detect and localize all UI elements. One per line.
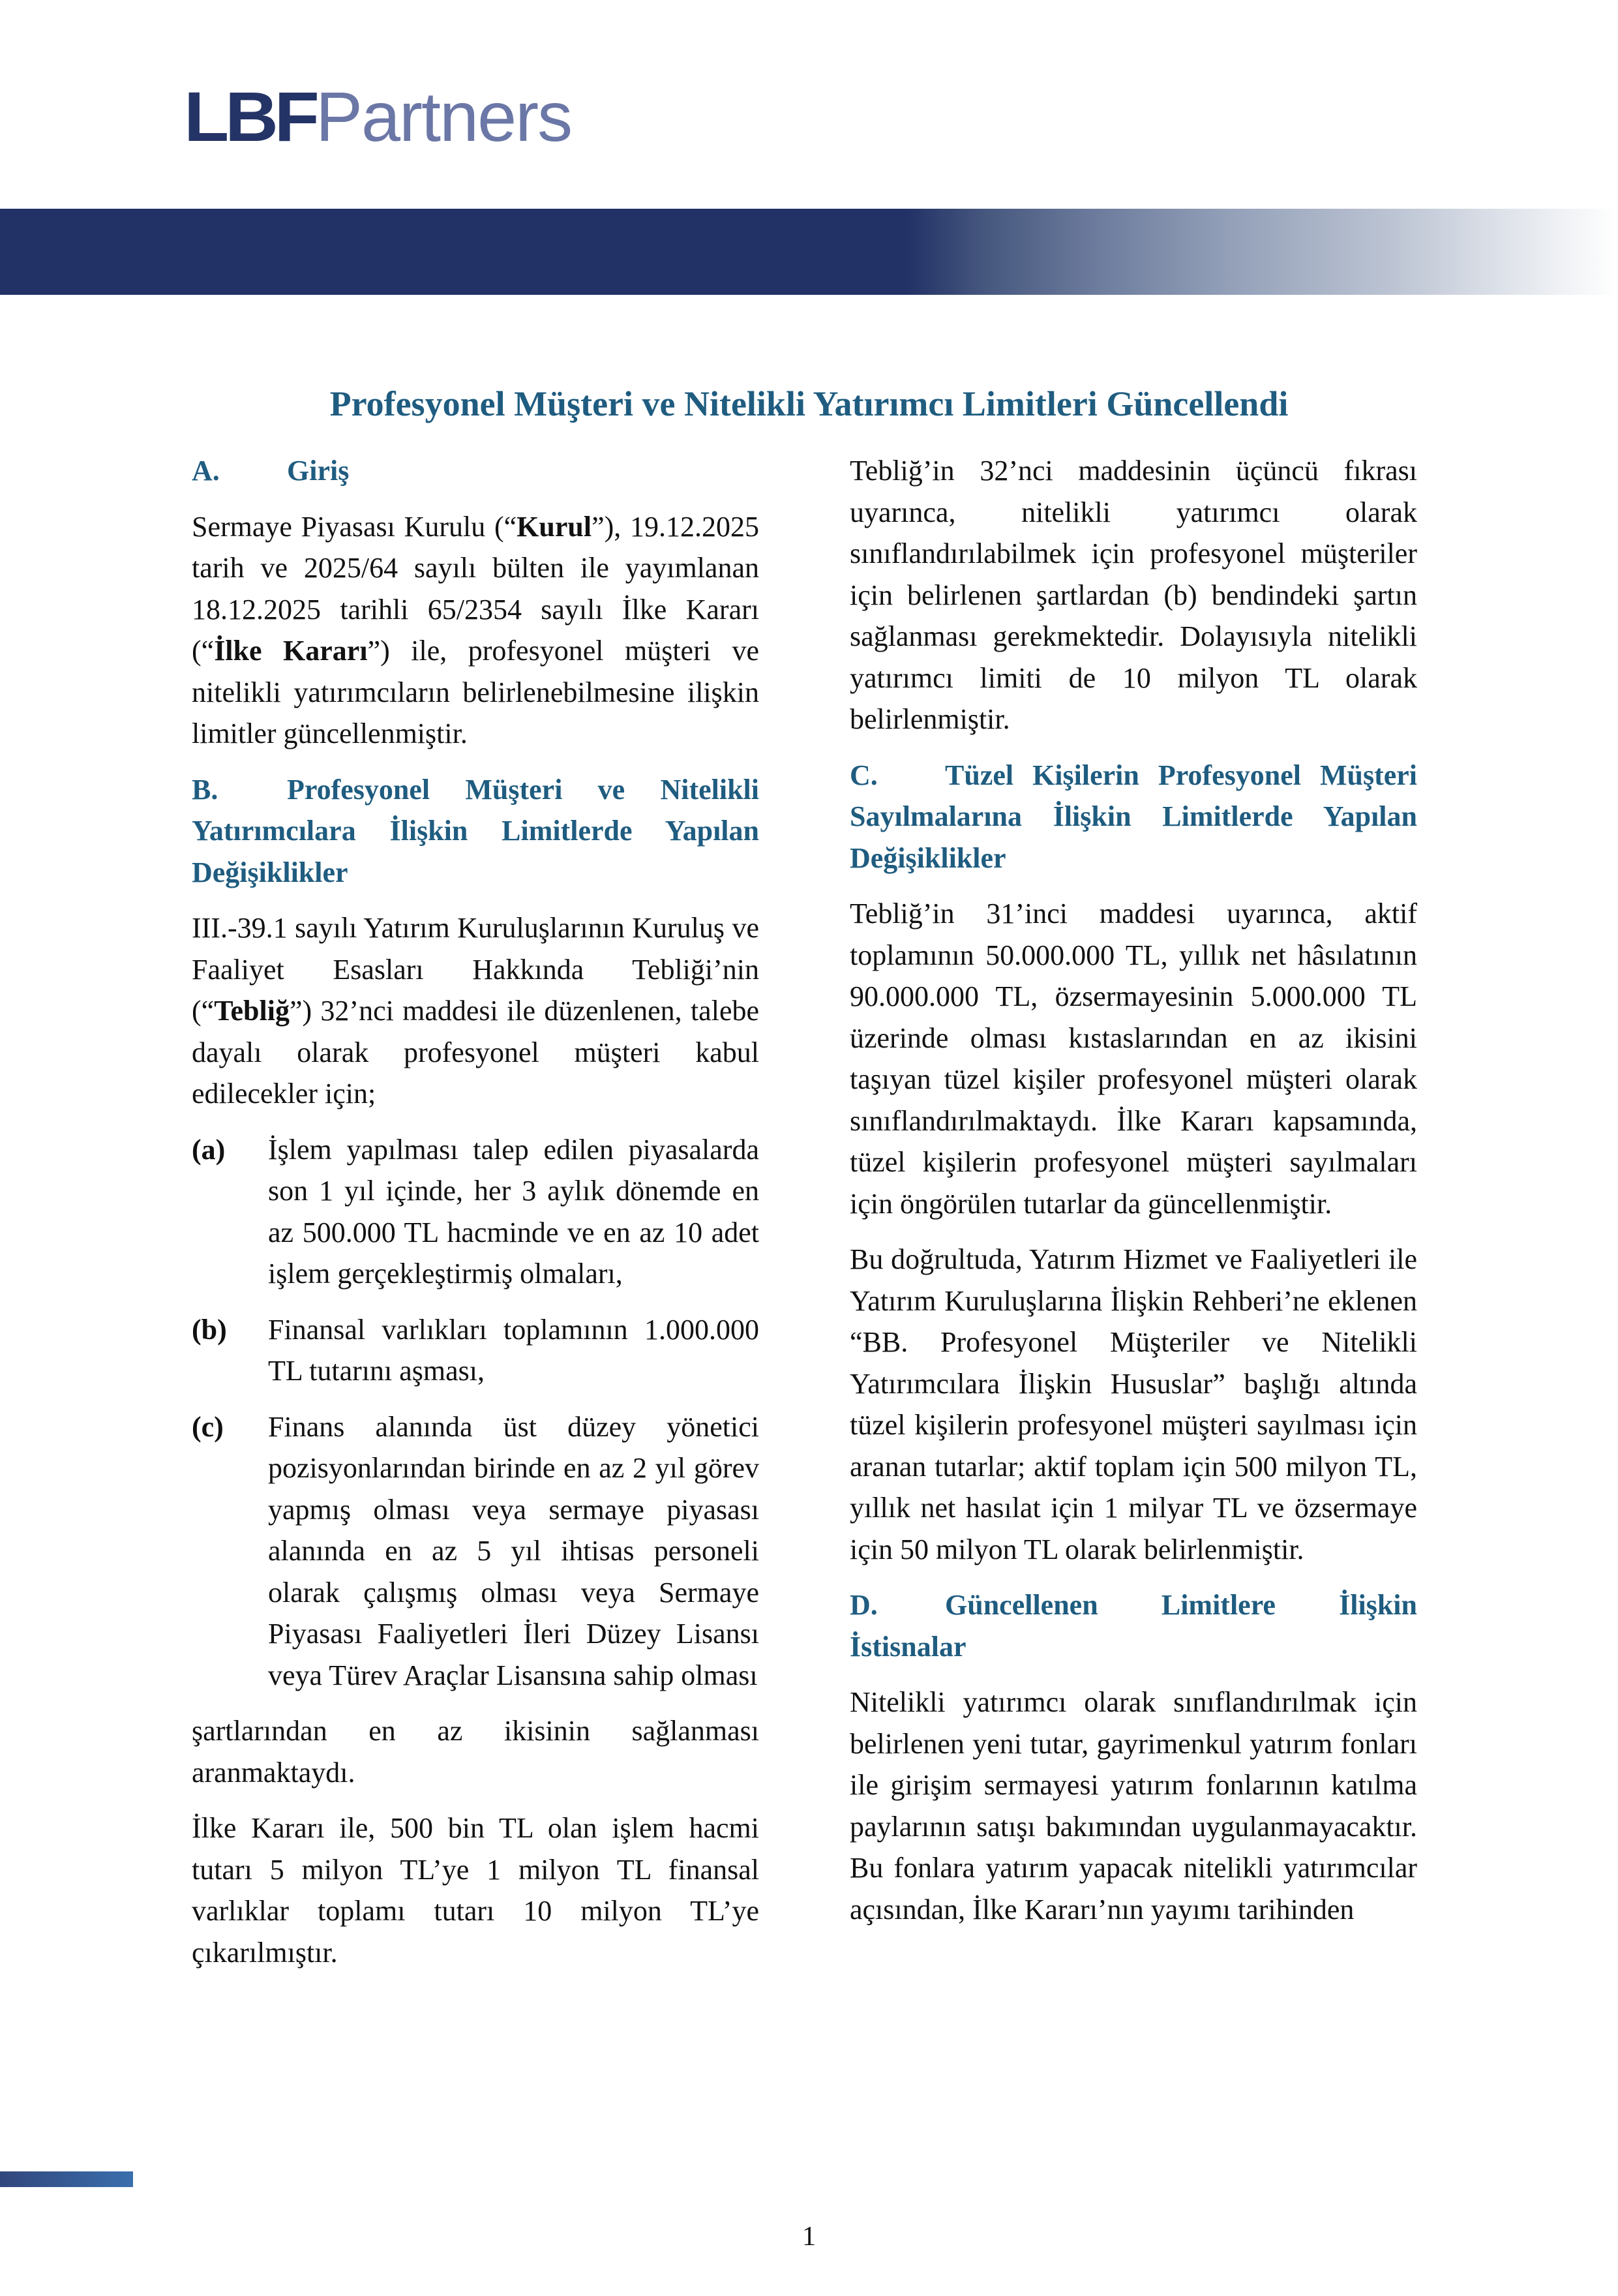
section-b-paragraph-1 [192, 907, 759, 1115]
list-item-text: Finans alanında üst düzey yönetici pozisyonlarından birinde en az 2 yıl görev yapmış olması veya sermaye piyasası alanında en az 5 yıl ihtisas personeli olarak çalışmış olması veya Sermaye Piyasası Faaliyetleri İleri Düzey Lisansı veya Türev Araçlar Lisansına sahip olması [268, 1410, 759, 1691]
text: Sermaye Piyasası Kurulu (“ [192, 510, 517, 543]
logo-partners: Partners [315, 77, 572, 156]
section-b-paragraph-4: Tebliğ’in 32’nci maddesinin üçüncü fıkrası uyarınca, nitelikli yatırımcı olarak sınıflandırılabilmek için profesyonel müşteriler için belirlenen şartlardan (b) bendindeki şartın sağlanması gerekmektedir. Dolayısıyla nitelikli yatırımcı limiti de 10 milyon TL olarak belirlenmiştir. [850, 455, 1417, 735]
footer-accent-bar [0, 2171, 133, 2187]
company-logo [184, 77, 572, 156]
text: ”) 32’nci maddesi ile düzenlenen, talebe dayalı olarak profesyonel müşteri kabul edilecekler için; [192, 995, 759, 1110]
section-letter: C. [850, 759, 878, 791]
section-title: Tüzel Kişilerin Profesyonel Müşteri Sayılmalarına İlişkin Limitlerde Yapılan Değişiklikler [850, 759, 1417, 874]
header-banner [0, 209, 1618, 295]
section-a-paragraph [192, 506, 759, 755]
list-item [192, 1129, 759, 1295]
list-item-text: Finansal varlıkları toplamının 1.000.000 TL tutarını aşması, [268, 1313, 759, 1387]
defined-term: Tebliğ [214, 995, 290, 1027]
text: ”) ile, profesyonel müşteri ve nitelikli yatırımcıların belirlenebilmesine ilişkin limitler güncellenmiştir. [192, 635, 759, 749]
defined-term: İlke Kararı [214, 635, 368, 667]
section-letter: B. [192, 773, 218, 806]
logo-lbf: LBF [184, 77, 316, 156]
section-c-paragraph-2: Bu doğrultuda, Yatırım Hizmet ve Faaliyetleri ile Yatırım Kuruluşlarına İlişkin Rehberi’ne eklenen “BB. Profesyonel Müşteriler ve Nitelikli Yatırımcılara İlişkin Hususlar” başlığı altında tüzel kişilerin profesyonel müşteri sayılması için aranan tutarlar; aktif toplam için 500 milyon TL, yıllık net hasılat için 1 milyar TL ve özsermaye için 50 milyon TL olarak belirlenmiştir. [850, 1243, 1417, 1565]
list-item-text: İşlem yapılması talep edilen piyasalarda son 1 yıl içinde, her 3 aylık dönemde en az 500.000 TL hacminde ve en az 10 adet işlem gerçekleştirmiş olmaları, [268, 1133, 759, 1290]
left-column [192, 450, 759, 1987]
right-column [850, 450, 1417, 1944]
section-title: Profesyonel Müşteri ve Nitelikli Yatırımcılara İlişkin Limitlerde Yapılan Değişiklikler [192, 773, 759, 888]
section-c-heading [850, 755, 1417, 879]
section-b-paragraph-2: şartlarından en az ikisinin sağlanması aranmaktaydı. [192, 1715, 759, 1789]
section-b-paragraph-3: İlke Kararı ile, 500 bin TL olan işlem hacmi tutarı 5 milyon TL’ye 1 milyon TL finansal varlıklar toplamı tutarı 10 milyon TL’ye çıkarılmıştır. [192, 1812, 759, 1969]
section-c-paragraph-1: Tebliğ’in 31’inci maddesi uyarınca, aktif toplamının 50.000.000 TL, yıllık net hâsılatının 90.000.000 TL, özsermayesinin 5.000.000 TL üzerinde olması kıstaslarından en az ikisini taşıyan tüzel kişiler profesyonel müşteri olarak sınıflandırılmaktaydı. İlke Kararı kapsamında, tüzel kişilerin profesyonel müşteri sayılmaları için öngörülen tutarlar da güncellenmiştir. [850, 898, 1417, 1220]
text: ”), 19.12.2025 tarih ve 2025/64 sayılı bülten ile yayımlanan 18.12.2025 tarihli 65/2354 sayılı İlke Kararı (“ [192, 510, 759, 667]
list-item-label: (b) [192, 1313, 227, 1346]
list-item [192, 1309, 759, 1392]
text: III.-39.1 sayılı Yatırım Kuruluşlarının Kuruluş ve Faaliyet Esasları Hakkında Tebliği’nin (“ [192, 912, 759, 1027]
section-letter: D. [850, 1589, 878, 1621]
page-title: Profesyonel Müşteri ve Nitelikli Yatırımcı Limitleri Güncellendi [329, 384, 1289, 423]
section-d-paragraph-1: Nitelikli yatırımcı olarak sınıflandırılmak için belirlenen yeni tutar, gayrimenkul yatırım fonları ile girişim sermayesi yatırım fonlarının katılma paylarının satışı bakımından uygulanmayacaktır. Bu fonlara yatırım yapacak nitelikli yatırımcılar açısından, İlke Kararı’nın yayımı tarihinden [850, 1686, 1417, 1926]
section-title: Güncellenen Limitlere İlişkin İstisnalar [850, 1589, 1417, 1663]
section-d-heading [850, 1584, 1417, 1667]
page-number: 1 [802, 2222, 816, 2252]
list-item-label: (c) [192, 1410, 224, 1443]
section-letter: A. [192, 455, 220, 487]
list-item [192, 1406, 759, 1697]
section-b-heading [192, 769, 759, 894]
list-item-label: (a) [192, 1133, 226, 1166]
defined-term: Kurul [517, 510, 592, 543]
section-a-heading [192, 450, 759, 492]
section-title: Giriş [287, 455, 350, 487]
